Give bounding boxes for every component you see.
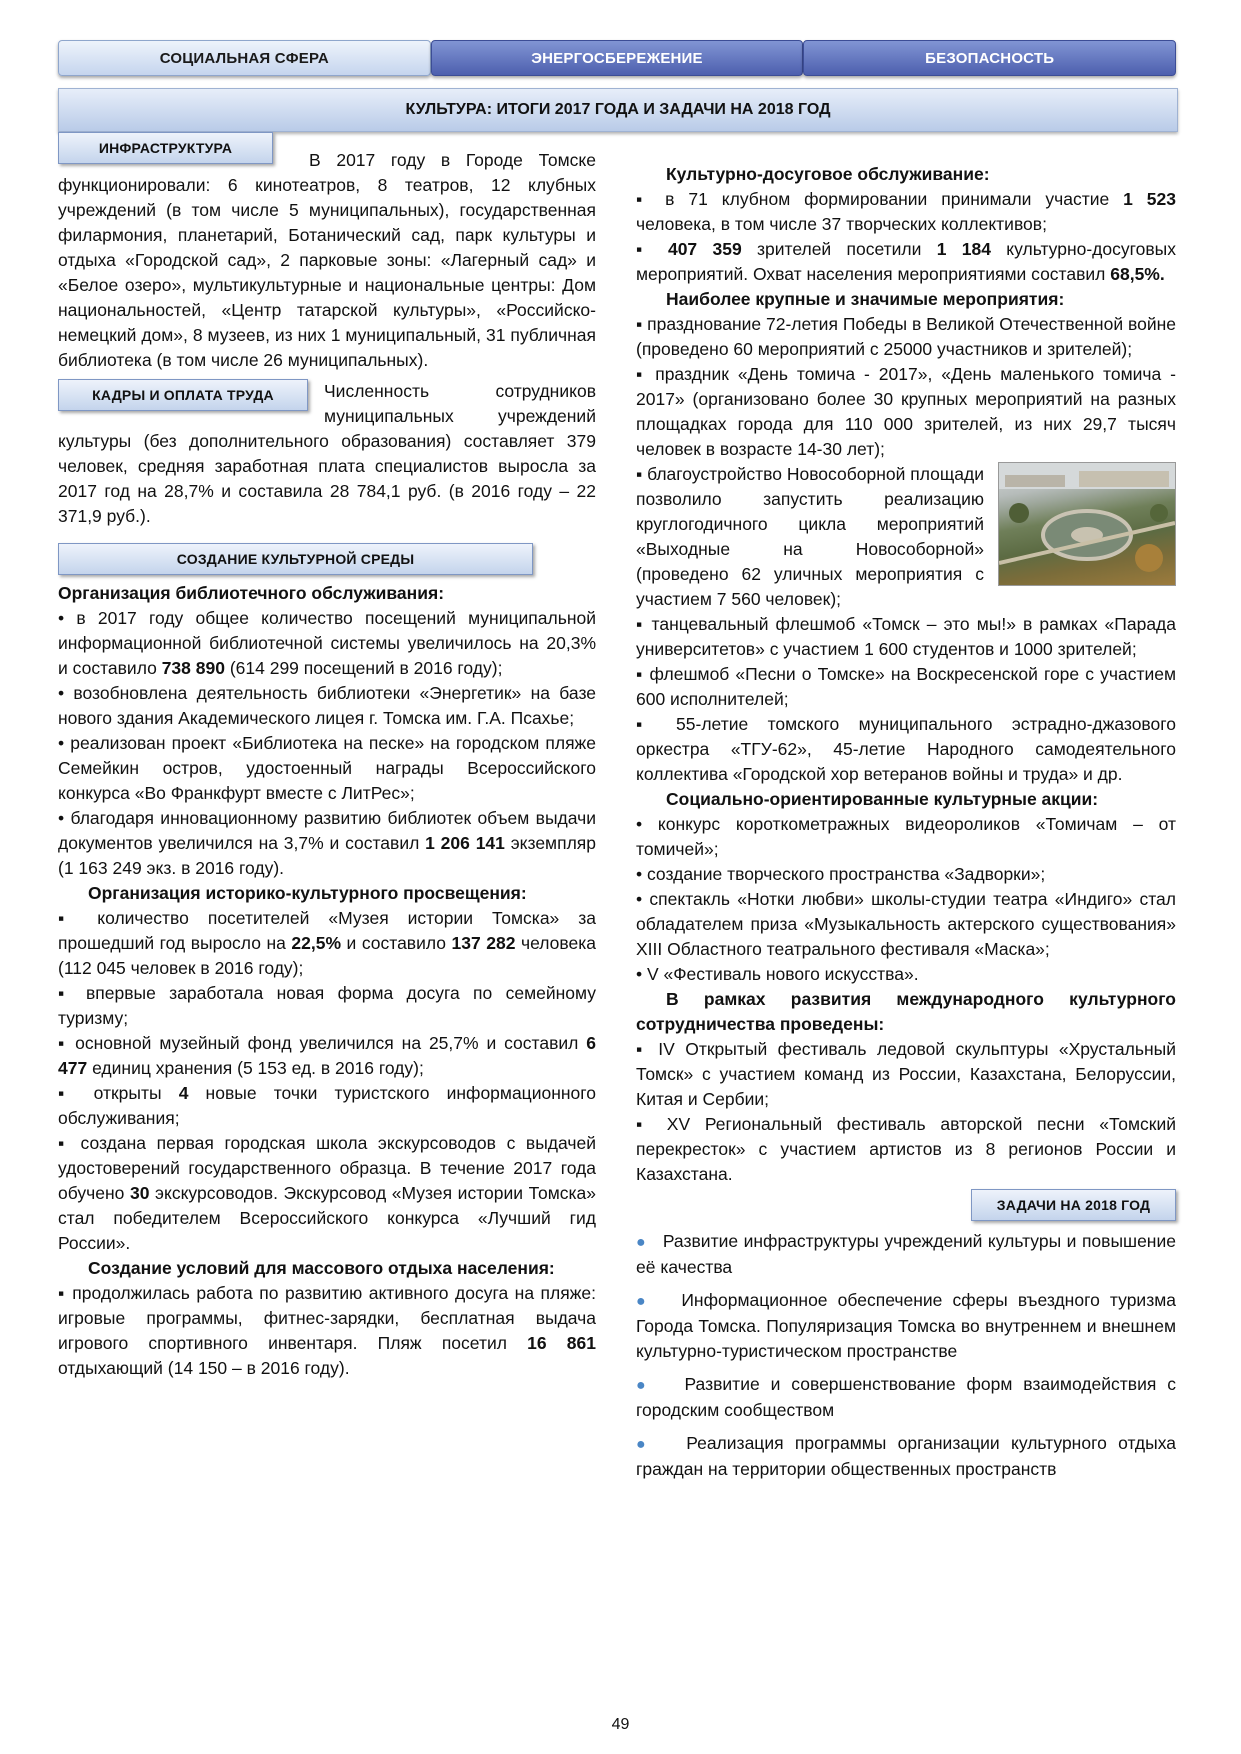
event-item-1: ▪ празднование 72-летия Победы в Великой Отечественной войне (проведено 60 мероприятий с 25000 участников и зрителей); (636, 314, 1176, 359)
section-staff: КАДРЫ И ОПЛАТА ТРУДА (58, 379, 308, 411)
photo-illustration (999, 463, 1175, 585)
rest-heading: Создание условий для массового отдыха населения: (88, 1258, 555, 1278)
intl-heading: В рамках развития международного культурного сотрудничества проведены: (636, 989, 1176, 1034)
hist-item-1: ▪ количество посетителей «Музея истории Томска» за прошедший год выросло на 22,5% и составило 137 282 человека (112 045 человек в 2016 году); (58, 908, 597, 978)
left-column (58, 139, 597, 1381)
event-item-2: ▪ праздник «День томича - 2017», «День маленького томича - 2017» (организовано более 30 крупных мероприятий на разных площадках города для 110 000 зрителей, из них 29,7 тысяч человек в возрасте 14-30 лет); (636, 364, 1176, 459)
bullet-icon: ● (636, 1436, 653, 1453)
page-number: 49 (611, 1716, 630, 1733)
event-item-3: ▪ благоустройство Новособорной площади позволило запустить реализацию круглогодичного цикла мероприятий «Выходные на Новособорной» (проведено 62 уличных мероприятия с участием 7 560 человек); (636, 464, 984, 609)
rest-item-1: ▪ продолжилась работа по развитию активного досуга на пляже: игровые программы, фитнес-зарядки, бесплатная выдача игрового спортивного инвентаря. Пляж посетил 16 861 отдыхающий (14 150 – в 2016 году). (58, 1283, 596, 1378)
tasks-list (636, 1229, 1176, 1482)
tab-social[interactable]: СОЦИАЛЬНАЯ СФЕРА (58, 40, 431, 76)
top-tabs (58, 40, 1176, 76)
page-title: КУЛЬТУРА: ИТОГИ 2017 ГОДА И ЗАДАЧИ НА 2018 ГОД (58, 88, 1178, 132)
task-item: ● Развитие и совершенствование форм взаимодействия с городским сообществом (636, 1374, 1176, 1420)
staff-paragraph (58, 379, 596, 529)
task-item: ● Развитие инфраструктуры учреждений культуры и повышение её качества (636, 1231, 1176, 1277)
bullet-icon: ● (636, 1234, 647, 1251)
social-item-2: • создание творческого пространства «Задворки»; (636, 864, 1046, 884)
tab-security[interactable]: БЕЗОПАСНОСТЬ (803, 40, 1176, 76)
lib-item-1: • в 2017 году общее количество посещений муниципальной информационной библиотечной системы увеличилось на 20,3% и составило 738 890 (614 299 посещений в 2016 году); (58, 608, 596, 678)
social-item-4: • V «Фестиваль нового искусства». (636, 964, 919, 984)
tab-energy[interactable]: ЭНЕРГОСБЕРЕЖЕНИЕ (431, 40, 804, 76)
section-infrastructure: ИНФРАСТРУКТУРА (58, 132, 273, 164)
leisure-heading: Культурно-досуговое обслуживание: (666, 164, 990, 184)
lib-item-3: • реализован проект «Библиотека на песке» на городском пляже Семейкин остров, удостоенный награды Всероссийского конкурса «Во Франкфурт вместе с ЛитРес»; (58, 733, 596, 803)
event-item-5: ▪ флешмоб «Песни о Томске» на Воскресенской горе с участием 600 исполнителей; (636, 664, 1176, 709)
lib-item-4: • благодаря инновационному развитию библиотек объем выдачи документов увеличился на 3,7% и составил 1 206 141 экземпляр (1 163 249 экз. в 2016 году). (58, 808, 596, 878)
social-item-1: • конкурс короткометражных видеороликов «Томичам – от томичей»; (636, 814, 1176, 859)
social-item-3: • спектакль «Нотки любви» школы-студии театра «Индиго» стал обладателем приза «Музыкальность актерского существования» XIII Областного театрального фестиваля «Маска»; (636, 889, 1176, 959)
hist-heading: Организация историко-культурного просвещения: (88, 883, 527, 903)
section-culture: СОЗДАНИЕ КУЛЬТУРНОЙ СРЕДЫ (58, 543, 533, 575)
task-item: ● Реализация программы организации культурного отдыха граждан на территории общественных пространств (636, 1433, 1176, 1479)
hist-item-4: ▪ открыты 4 новые точки туристского информационного обслуживания; (58, 1083, 596, 1128)
hist-item-2: ▪ впервые заработала новая форма досуга по семейному туризму; (58, 983, 596, 1028)
hist-item-5: ▪ создана первая городская школа экскурсоводов с выдачей удостоверений государственного образца. В течение 2017 года обучено 30 экскурсоводов. Экскурсовод «Музея истории Томска» стал победителем Всероссийского конкурса «Лучший гид России». (58, 1133, 596, 1253)
infra-paragraph (58, 139, 596, 373)
square-photo (998, 462, 1176, 586)
social-heading: Социально-ориентированные культурные акции: (666, 789, 1099, 809)
events-heading: Наиболее крупные и значимые мероприятия: (666, 289, 1065, 309)
hist-item-3: ▪ основной музейный фонд увеличился на 25,7% и составил 6 477 единиц хранения (5 153 ед. в 2016 году); (58, 1033, 596, 1078)
intl-item-2: ▪ XV Региональный фестиваль авторской песни «Томский перекресток» с участием артистов из 8 регионов России и Казахстана. (636, 1114, 1176, 1184)
section-tasks: ЗАДАЧИ НА 2018 ГОД (971, 1189, 1176, 1221)
tasks-header-wrap (636, 1189, 1176, 1221)
leisure-item-1: ▪ в 71 клубном формировании принимали участие 1 523 человека, в том числе 37 творческих коллективов; (636, 189, 1176, 234)
bullet-icon: ● (636, 1377, 652, 1394)
bullet-icon: ● (636, 1293, 651, 1310)
lib-heading: Организация библиотечного обслуживания: (58, 583, 445, 603)
task-item: ● Информационное обеспечение сферы въездного туризма Города Томска. Популяризация Томска во внутреннем и внешнем культурно-туристическом пространстве (636, 1290, 1176, 1361)
leisure-item-2: ▪ 407 359 зрителей посетили 1 184 культурно-досуговых мероприятий. Охват населения мероприятиями составил 68,5%. (636, 239, 1176, 284)
right-column (636, 162, 1176, 1490)
staff-text: Численность сотрудников муниципальных учреждений культуры (без дополнительного образования) составляет 379 человек, средняя заработная плата специалистов выросла за 2017 год на 28,7% и составила 28 784,1 руб. (в 2016 году – 22 371,9 руб.). (58, 381, 596, 526)
event-item-6: ▪ 55-летие томского муниципального эстрадно-джазового оркестра «ТГУ-62», 45-летие Народного самодеятельного коллектива «Городской хор ветеранов войны и труда» и др. (636, 714, 1176, 784)
infra-text: В 2017 году в Городе Томске функционировали: 6 кинотеатров, 8 театров, 12 клубных учреждений (в том числе 5 муниципальных), государственная филармония, планетарий, Ботанический сад, парк культуры и отдыха «Городской сад», 2 парковые зоны: «Лагерный сад» и «Белое озеро», мультикультурные и национальные центры: Дом национальностей, «Центр татарской культуры», «Российско-немецкий дом», 8 музеев, из них 1 муниципальный, 31 публичная библиотека (в том числе 26 муниципальных). (58, 150, 596, 370)
event-item-4: ▪ танцевальный флешмоб «Томск – это мы!» в рамках «Парада университетов» с участием 1 600 студентов и 1000 зрителей; (636, 614, 1176, 659)
lib-item-2: • возобновлена деятельность библиотеки «Энергетик» на базе нового здания Академического лицея г. Томска им. Г.А. Псахье; (58, 683, 596, 728)
intl-item-1: ▪ IV Открытый фестиваль ледовой скульптуры «Хрустальный Томск» с участием команд из России, Казахстана, Белоруссии, Китая и Сербии; (636, 1039, 1176, 1109)
